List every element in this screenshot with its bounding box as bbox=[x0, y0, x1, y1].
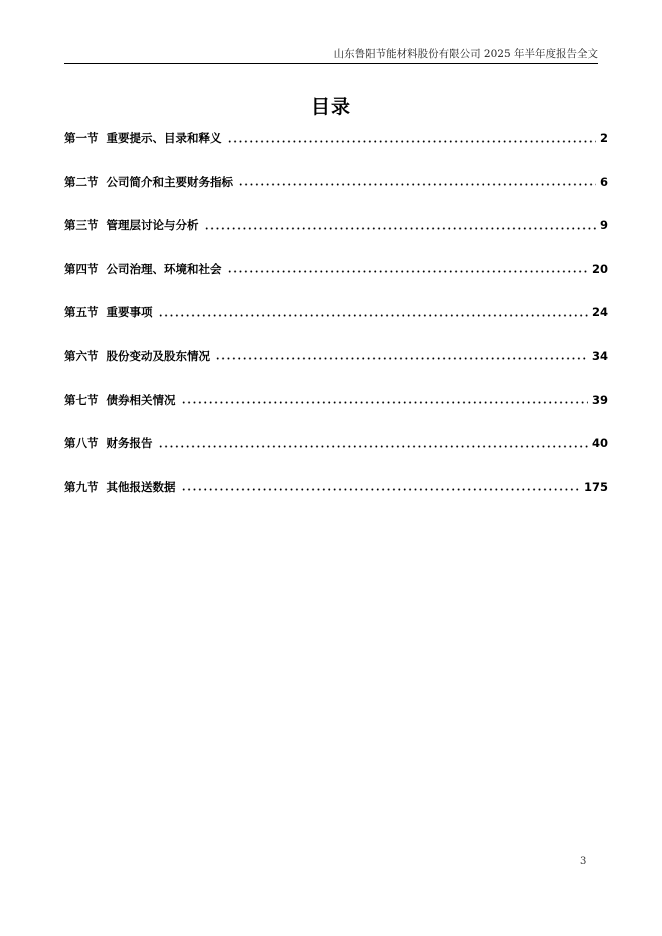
dot-leader bbox=[227, 140, 596, 143]
toc-section-name: 其他报送数据 bbox=[106, 479, 176, 494]
toc-section-name: 重要事项 bbox=[106, 305, 153, 320]
toc-page-number: 6 bbox=[599, 174, 608, 189]
toc-page-number: 24 bbox=[591, 305, 608, 320]
toc-section-name: 公司治理、环境和社会 bbox=[106, 261, 222, 276]
toc-entry-7[interactable] bbox=[64, 392, 608, 408]
toc-section-label: 第七节 bbox=[64, 392, 99, 407]
toc-page-number: 20 bbox=[591, 261, 608, 276]
toc-section-label: 第四节 bbox=[64, 261, 99, 276]
toc-section-label: 第二节 bbox=[64, 174, 99, 189]
toc-page-number: 39 bbox=[591, 392, 608, 407]
toc-entry-3[interactable] bbox=[64, 217, 608, 233]
toc-entry-4[interactable] bbox=[64, 261, 608, 277]
dot-leader bbox=[158, 314, 588, 317]
toc-entry-1[interactable] bbox=[64, 130, 608, 146]
footer-page-number: 3 bbox=[580, 856, 587, 867]
toc-page-number: 34 bbox=[591, 348, 608, 363]
toc-section-label: 第五节 bbox=[64, 305, 99, 320]
toc-entry-6[interactable] bbox=[64, 348, 608, 364]
toc-title: 目录 bbox=[310, 96, 351, 118]
toc-section-name: 公司简介和主要财务指标 bbox=[106, 174, 233, 189]
toc-section-name: 股份变动及股东情况 bbox=[106, 348, 210, 363]
dot-leader bbox=[181, 401, 588, 404]
toc-entry-8[interactable] bbox=[64, 435, 608, 451]
table-of-contents bbox=[64, 130, 608, 522]
toc-entry-9[interactable] bbox=[64, 479, 608, 495]
toc-page-number: 9 bbox=[599, 218, 608, 233]
toc-section-name: 重要提示、目录和释义 bbox=[106, 131, 222, 145]
dot-leader bbox=[238, 183, 596, 186]
header-text: 山东鲁阳节能材料股份有限公司 2025 年半年度报告全文 bbox=[333, 48, 598, 60]
toc-section-label: 第六节 bbox=[64, 348, 99, 363]
toc-page-number: 175 bbox=[583, 479, 608, 494]
page-header bbox=[64, 46, 598, 64]
toc-page-number: 2 bbox=[599, 131, 608, 145]
toc-section-label: 第九节 bbox=[64, 479, 99, 494]
toc-entry-5[interactable] bbox=[64, 304, 608, 320]
dot-leader bbox=[227, 270, 588, 273]
toc-section-label: 第三节 bbox=[64, 218, 99, 233]
toc-entry-2[interactable] bbox=[64, 174, 608, 190]
dot-leader bbox=[204, 227, 596, 230]
toc-section-name: 管理层讨论与分析 bbox=[106, 218, 199, 233]
toc-section-name: 债券相关情况 bbox=[106, 392, 176, 407]
dot-leader bbox=[215, 357, 588, 360]
toc-section-label: 第一节 bbox=[64, 131, 99, 145]
dot-leader bbox=[181, 488, 580, 491]
toc-page-number: 40 bbox=[591, 436, 608, 451]
dot-leader bbox=[158, 445, 588, 448]
toc-section-label: 第八节 bbox=[64, 436, 99, 451]
toc-section-name: 财务报告 bbox=[106, 436, 153, 451]
